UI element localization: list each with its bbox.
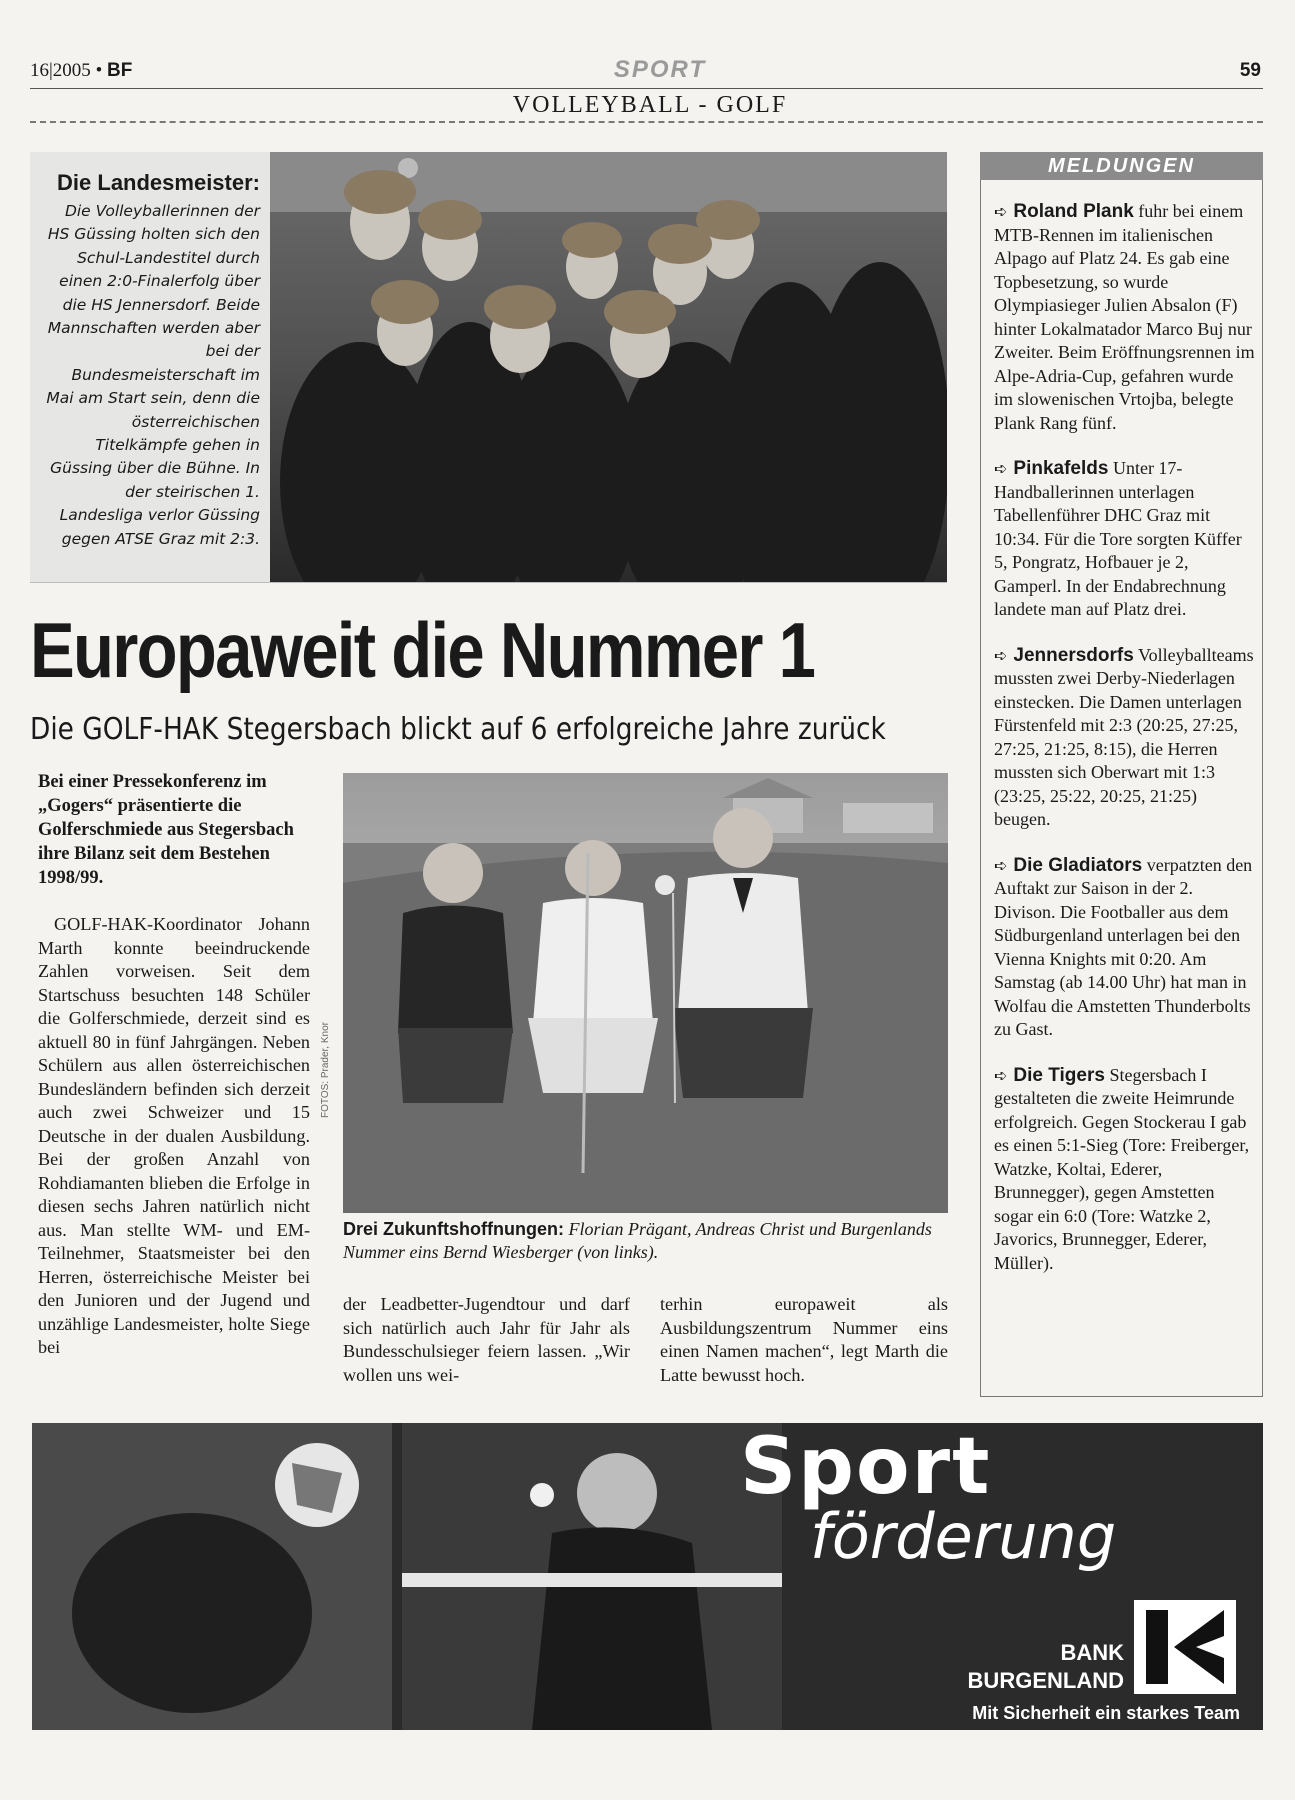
subsection-title: VOLLEYBALL - GOLF <box>512 92 788 118</box>
bank-burgenland-logo-icon <box>1134 1600 1236 1694</box>
news-text: Volleyballteams mussten zwei Derby-Niederlagen einstecken. Die Damen unterlagen Fürstenfeld mit 2:3 (20:25, 27:25, 27:25, 21:25, 8:15), die Herren mussten sich Oberwart mit 1:3 (23:25, 25:22, 20:25, 21:25) beugen. <box>994 644 1254 829</box>
header-dashed-rule <box>30 121 1263 123</box>
sidebar-news-list <box>994 200 1256 1297</box>
volleyball-team-photo <box>270 152 947 582</box>
bank-slogan: Mit Sicherheit ein starkes Team <box>972 1703 1240 1723</box>
paper-name: BF <box>106 60 133 81</box>
news-keyword: Die Tigers <box>1013 1064 1105 1086</box>
issue-line <box>30 60 132 82</box>
photo2-caption <box>343 1218 948 1264</box>
section-title: SPORT <box>613 56 707 83</box>
news-item <box>994 200 1256 435</box>
golf-players-photo <box>343 773 948 1213</box>
news-text: Unter 17-Handballerinnen unterlagen Tabellenführer DHC Graz mit 10:34. Für die Tore sorgten Küffer 5, Pongratz, Hofbauer je 2, Gamperl. In der Endabrechnung landete man auf Platz drei. <box>994 458 1242 619</box>
page-number: 59 <box>1239 60 1261 81</box>
arrow-icon: ➪ <box>994 459 1008 478</box>
arrow-icon: ➪ <box>994 1065 1008 1085</box>
news-keyword: Pinkafelds <box>1013 458 1109 479</box>
subheadline: Die GOLF-HAK Stegersbach blickt auf 6 erfolgreiche Jahre zurück <box>30 712 886 747</box>
photo-credit: FOTOS: Prader, Knor <box>320 1022 331 1118</box>
ad-title-sport: Sport <box>740 1422 992 1512</box>
article-column-3: terhin europaweit als Ausbildungszentrum Nummer eins einen Namen machen“, legt Marth die Latte bewusst hoch. <box>660 1294 948 1385</box>
headline: Europaweit die Nummer 1 <box>30 606 815 694</box>
arrow-icon: ➪ <box>994 645 1008 665</box>
news-item <box>994 644 1256 832</box>
header-rule <box>30 88 1263 89</box>
photo2-caption-text: Florian Prägant, Andreas Christ und Burgenlands Nummer eins Bernd Wiesberger (von links). <box>343 1219 932 1262</box>
sidebar-title: MELDUNGEN <box>980 152 1263 180</box>
news-text: verpatzten den Auftakt zur Saison in der 2. Divison. Die Footballer aus dem Südburgenland unterlagen bei den Vienna Knights mit 0:20. Am Samstag (ab 14.00 Uhr) hat man in Wolfau die Amstetten Thunderbolts zu Gast. <box>994 854 1253 1039</box>
news-text: fuhr bei einem MTB-Rennen im italienischen Alpago auf Platz 24. Es gab eine Topbesetzung, so wurde Olympiasieger Julien Absalon (F) hinter Lokalmatador Marco Buj nur Zweiter. Beim Eröffnungsrennen im Alpe-Adria-Cup, gefahren wurde im slowenischen Vrtojba, belegte Plank Rang fünf. <box>994 201 1255 433</box>
photo1-caption-text: Die Volleyballerinnen der HS Güssing holten sich den Schul-Landestitel durch einen 2:0-Finalerfolg über die HS Jennersdorf. Beide Mannschaften werden aber bei der Bundesmeisterschaft im Mai am Start sein, denn die österreichischen Titelkämpfe gehen in Güssing über die Bühne. In der steirischen 1. Landesliga verlor Güssing gegen ATSE Graz mit 2:3. <box>46 202 260 548</box>
article-lead: Bei einer Pressekonferenz im „Gogers“ präsentierte die Golferschmiede aus Stegersbach ihre Bilanz seit dem Bestehen 1998/99. <box>38 772 294 888</box>
news-item <box>994 854 1256 1042</box>
news-keyword: Roland Plank <box>1013 201 1134 222</box>
arrow-icon: ➪ <box>994 855 1008 875</box>
news-keyword: Jennersdorfs <box>1013 644 1134 666</box>
article-column-2: der Leadbetter-Jugendtour und darf sich natürlich auch Jahr für Jahr als Bundesschulsieger feiern lassen. „Wir wollen uns wei- <box>343 1294 630 1385</box>
bank-name-line2: BURGENLAND <box>967 1668 1124 1693</box>
article-column-1 <box>38 913 310 1360</box>
article-paragraph: GOLF-HAK-Koordinator Johann Marth konnte beeindruckende Zahlen vorweisen. Seit dem Startschuss besuchten 148 Schüler die Golferschmiede, derzeit sind es aktuell 80 in fünf Jahrgängen. Neben Schülern aus allen österreichischen Bundesländern befinden sich derzeit auch zwei Schweizer und 15 Deutsche in der dualen Ausbildung. Bei der großen Anzahl von Rohdiamanten blieben die Erfolge in diesen sechs Jahren natürlich nicht aus. Man stellte WM- und EM-Teilnehmer, Staatsmeister bei den Herren, österreichische Meister bei den Junioren und der Jugend und unzählige Landesmeister, holte Siege bei <box>38 914 310 1357</box>
news-text: Stegersbach I gestalteten die zweite Heimrunde erfolgreich. Gegen Stockerau I gab es einen 5:1-Sieg (Tore: Freiberger, Watzke, Koltai, Ederer, Brunnegger), gegen Amstetten sogar ein 6:0 (Tore: Watzke 2, Javorics, Brunnegger, Ederer, Müller). <box>994 1064 1250 1273</box>
news-item <box>994 457 1256 622</box>
ad-title-foerderung: förderung <box>810 1500 1117 1573</box>
photo-divider <box>30 582 947 583</box>
arrow-icon: ➪ <box>994 202 1008 221</box>
photo2-caption-title: Drei Zukunftshoffnungen: <box>343 1219 564 1239</box>
bullet: • <box>95 60 103 81</box>
bank-name-line1: BANK <box>1060 1640 1124 1665</box>
news-item <box>994 1064 1256 1276</box>
news-keyword: Die Gladiators <box>1013 854 1143 876</box>
issue-number: 16|2005 <box>30 60 91 81</box>
photo1-caption-title: Die Landesmeister: <box>57 170 260 195</box>
